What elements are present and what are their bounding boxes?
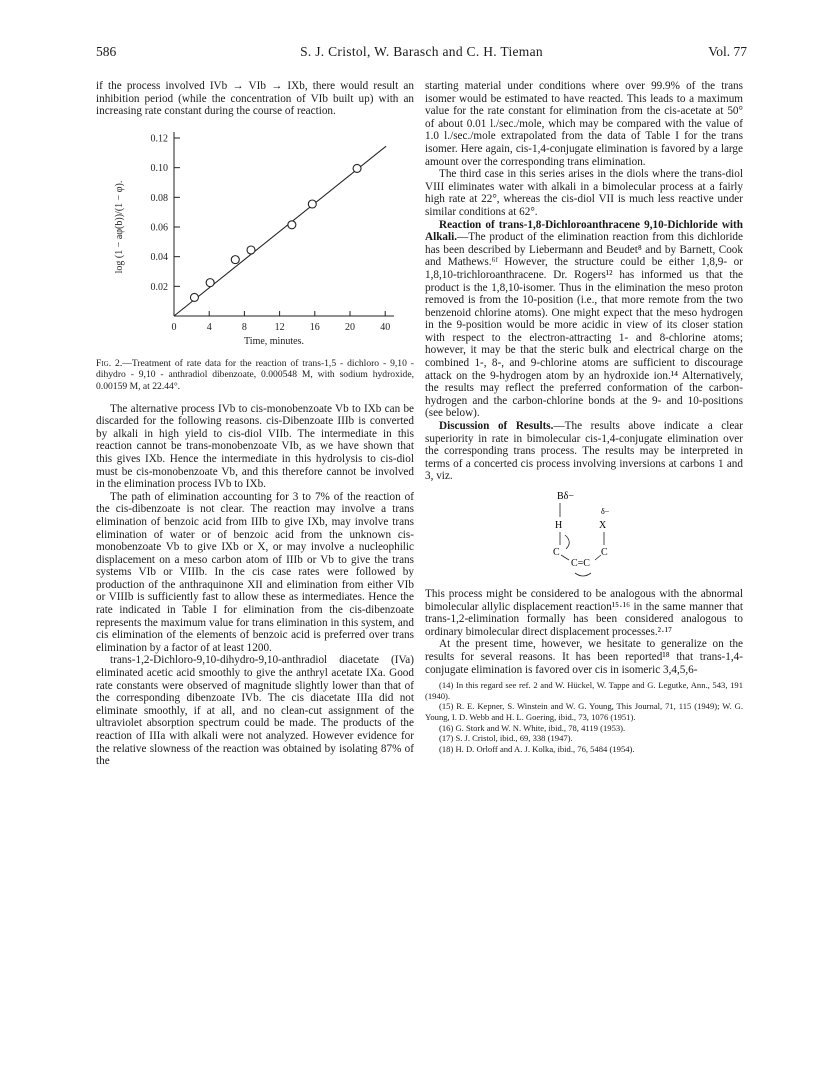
scheme-delta-label: δ− <box>601 507 610 516</box>
scheme-x-label: X <box>599 520 607 531</box>
data-point <box>308 200 316 208</box>
scheme-carbon-3-label: C <box>601 547 608 558</box>
x-tick-label: 0 <box>171 321 177 333</box>
right-column <box>425 80 743 754</box>
paragraph: The path of elimination accounting for 3 to 7% of the reaction of the cis-dibenzoate is not clear. The reaction may involve a trans elimination of benzoic acid from IIIb to give IXb, may involve trans elimination of water or of benzoic acid from the unknown cis-monobenzoate Vb to give IXb or X, or may involve a nucleophilic displacement on a meso carbon atom of IIIb or Vb to give the trans systems VIb or VIIIb. In the cis case rates were followed by production of the anthraquinone XII and elimination from either VIb or VIIIb is sufficiently fast to allow these as intermediates. Hence the rate indicated in Table I for elimination from the cis-dibenzoate represents the maximum value for trans elimination in this system, and cis elimination of the elements of benzoic acid is preferred over trans elimination by a factor of at least 1200. <box>96 490 414 654</box>
scheme-base-label: Bδ− <box>557 491 575 502</box>
figure-caption <box>96 358 414 393</box>
x-tick-label: 12 <box>274 321 285 333</box>
paragraph: This process might be considered to be analogous with the abnormal bimolecular allylic displacement reaction¹⁵·¹⁶ in the same manner that trans-1,2-elimination formally has been considered analogous to ordinary bimolecular direct displacement processes.²·¹⁷ <box>425 588 743 638</box>
y-tick-label: 0.04 <box>150 251 168 263</box>
reaction-scheme <box>425 487 743 582</box>
paragraph <box>425 219 743 421</box>
paragraph: The third case in this series arises in the diols where the trans-diol VIII eliminates water with alkali in a bimolecular process at a fairly high rate at 22°, whereas the cis-diol VII is much less reactive under similar conditions at 62°. <box>425 168 743 218</box>
paragraph: The alternative process IVb to cis-monobenzoate Vb to IXb can be discarded for the following reasons. cis-Dibenzoate IIIb is converted by alkali in high yield to cis-diol VIIb. The intermediate in this reaction cannot be trans-monobenzoate VIb, as we have shown that this gives IXb. Hence the intermediate in this hydrolysis to cis-diol must be cis-monobenzoate Vb, and this therefore cannot be involved in the elimination process IVb to IXb. <box>96 402 414 491</box>
x-tick-label: 4 <box>206 321 212 333</box>
x-tick-label: 40 <box>380 321 391 333</box>
figure-caption-label: Fig. 2. <box>96 357 123 369</box>
y-tick-label: 0.06 <box>150 222 168 234</box>
data-point <box>190 293 198 301</box>
data-point <box>247 246 255 254</box>
scheme-carbon-1-label: C <box>553 547 560 558</box>
footnote: (17) S. J. Cristol, ibid., 69, 338 (1947). <box>439 733 573 744</box>
paragraph-text: —The results above indicate a clear superiority in rate in bimolecular cis-1,4-conjugate elimination over the corresponding trans process. The results may be interpreted in terms of a concerted cis process involving inversions at carbons 1 and 3, viz. <box>425 420 743 483</box>
footnote: (16) G. Stork and W. N. White, ibid., 78, 4119 (1953). <box>439 722 626 733</box>
scheme-electron-arrow <box>565 535 569 549</box>
scheme-double-bond-label: C=C <box>571 558 590 569</box>
data-point <box>288 221 296 229</box>
scheme-hydrogen-label: H <box>555 520 563 531</box>
paragraph: trans-1,2-Dichloro-9,10-dihydro-9,10-anthradiol diacetate (IVa) eliminated acetic acid smoothly to give the anthryl acetate IXa. Good rate constants were observed of magnitude slightly lower than that of the corresponding dibenzoate IVb. The cis diacetate IIIa did not eliminate smoothly, if at all, and no clean-cut assignment of the ultraviolet absorption spectrum could be made. The products of the reaction of IIIa with alkali were not analyzed. However evidence for the relative slowness of the reaction was obtained by isolating 87% of the <box>96 654 414 768</box>
y-tick-label: 0.02 <box>150 281 168 293</box>
y-tick-label: 0.10 <box>150 162 168 174</box>
paragraph <box>425 420 743 483</box>
paragraph: if the process involved IVb → VIb → IXb, there would result an inhibition period (while the concentration of VIb built up) with an increasing rate constant during the course of reaction. <box>96 80 414 118</box>
data-point <box>353 164 361 172</box>
volume-label: Vol. 77 <box>708 44 747 59</box>
figure-2-chart <box>96 124 414 356</box>
footnote: (18) H. D. Orloff and A. J. Kolka, ibid., 76, 5484 (1954). <box>439 743 635 754</box>
data-point <box>231 255 239 263</box>
paragraph: starting material under conditions where over 99.9% of the trans isomer would be estimated to have reacted. This leads to a maximum value for the rate constant for elimination from the cis-acetate at 50° of about 0.01 l./sec./mole, which may be compared with the value of 1.0 l./sec./mole extrapolated from the data of Table I for the trans isomer. Here again, cis-1,4-conjugate elimination is favored by a large amount over the corresponding trans elimination. <box>425 80 743 168</box>
paragraph-text: —The product of the elimination reaction from this dichloride has been described by Liebermann and Beudet⁸ and by Barnett, Cook and Mathews.⁶ᶠ However, the structure could be either 1,8,9- or 1,8,10-trichloroanthracene. Dr. Rogers¹² has informed us that the product is the 1,8,10-isomer. Thus in the elimination the meso proton removed is from the 10-position (i.e., that more remote from the two benzenoid chlorine atoms). One might expect that the meso hydrogen in the 9-position would be more acidic in view of its closer station with respect to the electron-attracting 1- and 8-chlorine atoms; however, it may be that the steric bulk and electrical charge on the combined 1-, 8-, and 9-chlorine atoms are sufficient to discourage attack on the 9-hydrogen atom by an hydroxide ion.¹⁴ Alternatively, the results may reflect the preferred conformation of the carbon-hydrogen and the carbon-chlorine bonds at the 9- and 10-positions (see below). <box>425 231 743 420</box>
footnote: (15) R. E. Kepner, S. Winstein and W. G. Young, This Journal, 71, 115 (1949); W. G. Young, I. D. Webb and H. L. Goering, ibid., 73, 1076 (1951). <box>425 701 743 722</box>
x-tick-label: 8 <box>241 321 247 333</box>
figure-caption-text: —Treatment of rate data for the reaction of trans-1,5 - dichloro - 9,10 - dihydro - 9,10 - anthradiol dibenzoate, 0.000548 M, with sodium hydroxide, 0.00159 M, at 22.44°. <box>96 357 414 392</box>
chart-svg <box>96 124 414 356</box>
footnote: (14) In this regard see ref. 2 and W. Hückel, W. Tappe and G. Legutke, Ann., 543, 191 (1940). <box>425 680 743 701</box>
section-heading: Reaction of trans-1,8-Dichloroanthracene 9,10-Dichloride with Alkali. <box>425 218 743 244</box>
running-head-authors: S. J. Cristol, W. Barasch and C. H. Tieman <box>300 44 543 59</box>
scheme-electron-arrow <box>575 573 591 576</box>
y-axis-label: log (1 − aφ(b))/(1 − φ). <box>114 180 125 274</box>
paragraph: At the present time, however, we hesitate to generalize on the results for several reasons. It has been reported¹⁸ that trans-1,4-conjugate elimination is favored over cis in isomeric 3,4,5,6- <box>425 638 743 676</box>
page-header <box>96 44 747 64</box>
scheme-bond <box>561 555 569 560</box>
left-column <box>96 80 414 768</box>
x-tick-label: 20 <box>345 321 355 333</box>
x-axis-label: Time, minutes. <box>244 335 304 347</box>
y-tick-label: 0.08 <box>150 192 168 204</box>
y-tick-label: 0.12 <box>150 133 168 145</box>
page-number: 586 <box>96 44 117 59</box>
x-tick-label: 16 <box>309 321 320 333</box>
reaction-scheme-svg <box>425 487 743 582</box>
data-point <box>206 278 214 286</box>
footnotes <box>425 680 743 754</box>
section-heading: Discussion of Results. <box>439 420 554 433</box>
